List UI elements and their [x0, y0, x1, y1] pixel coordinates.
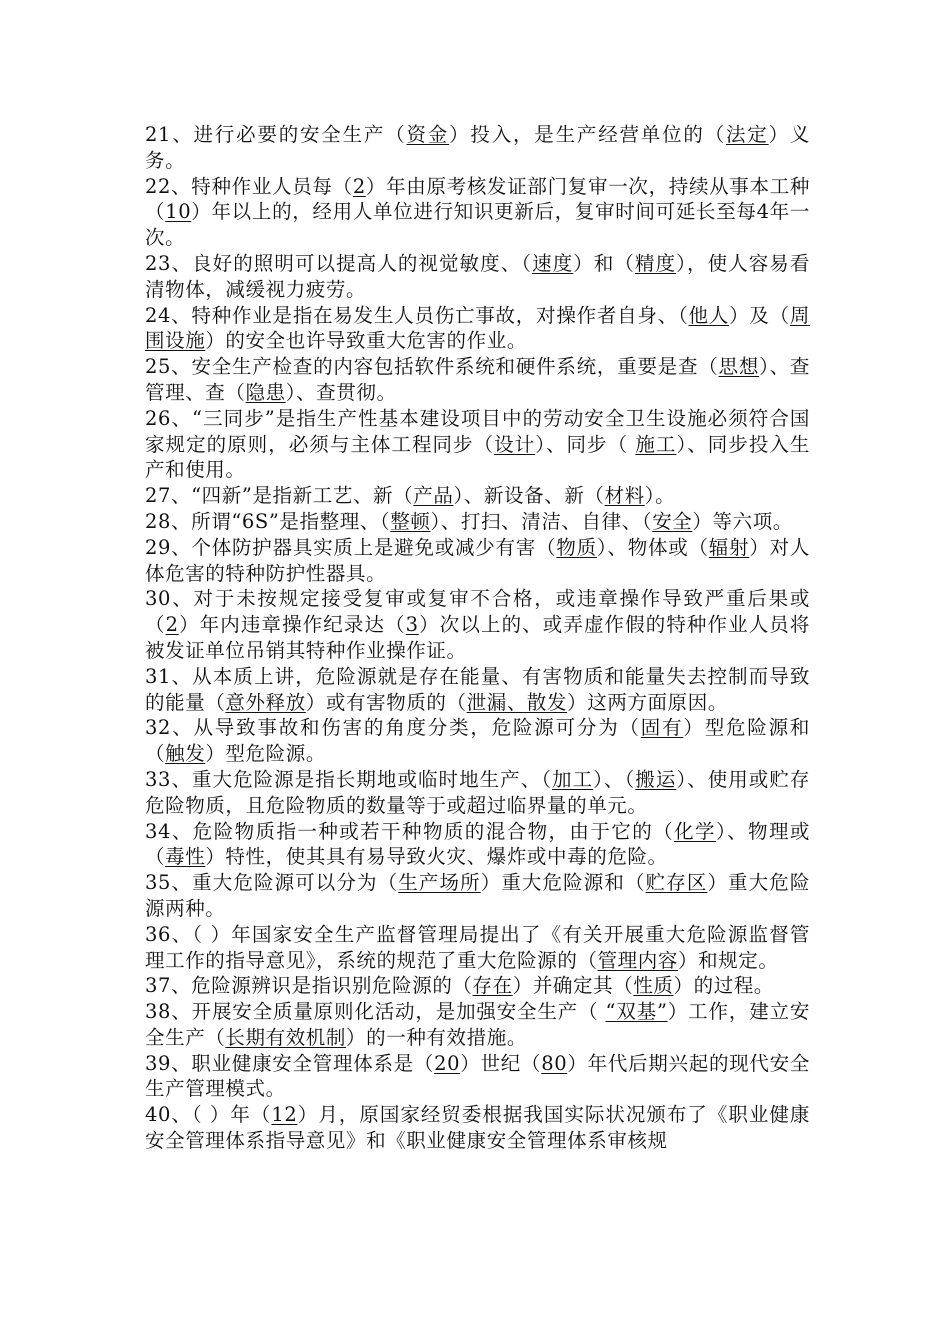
answer-text: 2	[165, 613, 179, 637]
question-text: ）及（	[729, 303, 790, 327]
question-text: ）和规定。	[677, 948, 779, 972]
answer-text: 长期有效机制	[225, 1025, 347, 1049]
question-text: ）、查管理、查（	[145, 355, 810, 404]
question-text: 30、对于未按规定接受复审或复审不合格，或违章操作导致严重后果或（	[145, 587, 810, 637]
answer-text: 思想	[718, 355, 760, 379]
question-text: ）月，原国家经贸委根据我国实际状况颁布了《职业健康安全管理体系指导意见》和《职业健康安全管理体系审核规	[145, 1103, 810, 1153]
answer-text: 他人	[688, 303, 730, 327]
question-text: ）这两方面原因。	[567, 690, 728, 714]
question-text: 28、所谓“6S”是指整理、（	[145, 509, 391, 533]
question-38	[145, 999, 810, 1051]
question-25	[145, 354, 810, 406]
question-text: ）工作，建立安全生产（	[145, 1000, 810, 1049]
question-23	[145, 251, 810, 303]
question-text: ）特性，使其具有易导致火灾、爆炸或中毒的危险。	[205, 845, 668, 869]
question-text: ）、查贯彻。	[285, 380, 397, 404]
question-text: 21、进行必要的安全生产（	[145, 123, 407, 146]
question-text: ）的过程。	[673, 974, 775, 998]
answer-text: 精度	[635, 251, 677, 275]
question-text: 22、特种作业人员每（	[145, 174, 353, 198]
answer-text: 隐患	[245, 380, 286, 404]
question-text: 39、职业健康安全管理体系是（	[145, 1051, 435, 1075]
question-text: ）重大危险源和（	[480, 871, 646, 895]
answer-text: 物质	[556, 535, 597, 559]
answer-text: 性质	[633, 974, 674, 998]
question-text: 24、特种作业是指在易发生人员伤亡事故，对操作者自身、（	[145, 303, 689, 327]
question-text: ）、使用或贮存危险物质，且危险物质的数量等于或超过临界量的单元。	[145, 767, 810, 817]
answer-text: 化学	[674, 819, 716, 843]
question-text: 25、安全生产检查的内容包括软件系统和硬件系统，重要是查（	[145, 355, 719, 379]
question-40	[145, 1102, 810, 1154]
question-text: ）的安全也许导致重大危害的作业。	[205, 329, 527, 353]
question-text: ）年内违章操作纪录达（	[178, 613, 406, 637]
question-text: 26、“三同步”是指生产性基本建设项目中的劳动安全卫生设施必须符合国家规定的原则，必须与主体工程同步（	[145, 406, 810, 456]
question-text: ）、同步（	[535, 432, 636, 456]
answer-text: 管理内容	[597, 948, 678, 972]
question-text: ）年以上的，经用人单位进行知识更新后，复审时间可延长至每4年一次。	[145, 200, 810, 250]
question-text: ）并确定其（	[512, 974, 634, 998]
question-text: ）或有害物质的（	[305, 690, 467, 714]
question-text: ）和（	[573, 251, 636, 275]
answer-text: 2	[352, 174, 366, 198]
question-text: 38、开展安全质量原则化活动，是加强安全生产（	[145, 1000, 606, 1024]
question-text: ）义务。	[145, 123, 811, 172]
question-text: 23、良好的照明可以提高人的视觉敏度、（	[145, 251, 533, 275]
question-text: ）、同步投入生产和使用。	[145, 432, 811, 482]
question-text: 33、重大危险源是指长期地或临时地生产、（	[145, 767, 553, 791]
answer-text: 设计	[494, 432, 536, 456]
answer-text: 泄漏、散发	[466, 690, 568, 714]
question-text: 31、从本质上讲，危险源就是存在能量、有害物质和能量失去控制而导致的能量（	[145, 664, 810, 714]
answer-text: 施工	[635, 432, 677, 456]
question-31	[145, 664, 810, 716]
question-text: ）型危险源。	[205, 742, 326, 766]
question-33	[145, 767, 810, 819]
question-text: ）重大危险源两种。	[145, 871, 810, 920]
answer-text: 速度	[532, 251, 574, 275]
question-text: ），使人容易看清物体，减缓视力疲劳。	[145, 251, 810, 301]
question-text: ）年代后期兴起的现代安全生产管理模式。	[145, 1051, 810, 1101]
question-text: 36、（ ）年国家安全生产监督管理局提出了《有关开展重大危险源监督管理工作的指导意见》，系统的规范了重大危险源的（	[145, 922, 810, 972]
question-37	[145, 973, 810, 999]
question-29	[145, 535, 810, 587]
answer-text: 3	[405, 613, 419, 637]
question-text: 29、个体防护器具实质上是避免或减少有害（	[145, 535, 557, 559]
answer-text: 搬运	[635, 767, 677, 791]
answer-text: 辐射	[708, 535, 750, 559]
answer-text: 固有	[640, 716, 684, 740]
question-text: ）型危险源和（	[145, 716, 811, 766]
answer-text: 意外释放	[225, 690, 306, 714]
answer-text: 12	[271, 1103, 298, 1127]
answer-text: “双基”	[605, 1000, 668, 1024]
question-39	[145, 1051, 810, 1103]
question-32	[145, 715, 810, 767]
answer-text: 产品	[413, 484, 454, 508]
answer-text: 法定	[726, 123, 769, 146]
question-text: ）、打扫、清洁、自律、（	[430, 509, 653, 533]
question-text: 32、从导致事故和伤害的角度分类，危险源可分为（	[145, 716, 641, 740]
answer-text: 80	[541, 1051, 568, 1075]
answer-text: 存在	[472, 974, 513, 998]
question-text: ）世纪（	[460, 1051, 542, 1075]
document-body	[145, 122, 810, 1154]
answer-text: 加工	[552, 767, 594, 791]
question-text: ）投入，是生产经营单位的（	[449, 123, 726, 146]
question-text: 35、重大危险源可以分为（	[145, 871, 399, 895]
answer-text: 触发	[165, 742, 206, 766]
answer-text: 安全	[652, 509, 693, 533]
answer-text: 周围设施	[145, 303, 810, 353]
question-text: 34、危险物质指一种或若干种物质的混合物，由于它的（	[145, 819, 675, 843]
question-text: 37、危险源辨识是指识别危险源的（	[145, 974, 473, 998]
answer-text: 材料	[604, 484, 645, 508]
question-36	[145, 922, 810, 974]
question-28	[145, 509, 810, 535]
question-text: ）、物理或（	[145, 819, 810, 869]
answer-text: 毒性	[165, 845, 206, 869]
question-30	[145, 586, 810, 663]
question-24	[145, 303, 810, 355]
question-35	[145, 870, 810, 922]
answer-text: 10	[165, 200, 192, 224]
question-21	[145, 122, 810, 174]
question-text: ）次以上的、或弄虚作假的特种作业人员将被发证单位吊销其特种作业操作证。	[145, 613, 810, 662]
question-26	[145, 406, 810, 483]
question-text: ）、物体或（	[596, 535, 709, 559]
question-text: ）年由原考核发证部门复审一次，持续从事本工种（	[145, 174, 810, 224]
answer-text: 20	[434, 1051, 461, 1075]
question-text: ）的一种有效措施。	[346, 1025, 527, 1049]
question-text: ）等六项。	[692, 509, 793, 533]
question-text: 40、（ ）年（	[145, 1103, 272, 1127]
question-22	[145, 174, 810, 251]
question-27	[145, 483, 810, 509]
question-text: ）。	[644, 484, 676, 508]
question-text: 27、“四新”是指新工艺、新（	[145, 484, 414, 508]
question-text: ）、（	[593, 767, 636, 791]
question-text: ）、新设备、新（	[453, 484, 605, 508]
question-34	[145, 819, 810, 871]
answer-text: 整顿	[390, 509, 431, 533]
answer-text: 生产场所	[398, 871, 481, 895]
answer-text: 资金	[406, 123, 450, 146]
question-text: ）对人体危害的特种防护性器具。	[145, 535, 810, 585]
answer-text: 贮存区	[645, 871, 708, 895]
